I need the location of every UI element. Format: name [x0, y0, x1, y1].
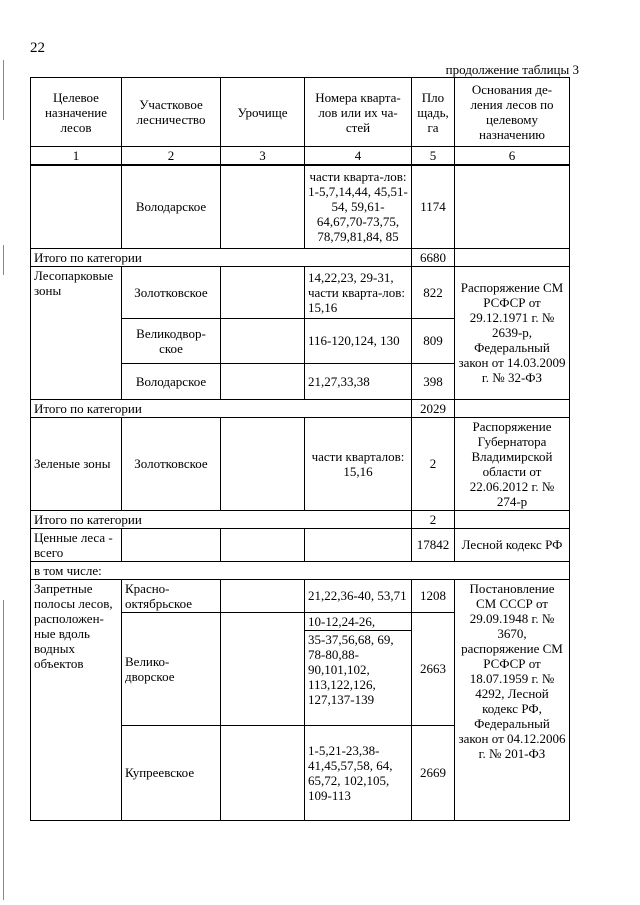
scan-edge-mark [3, 60, 4, 120]
table-row [31, 266, 570, 318]
forest-purpose-table [30, 77, 570, 821]
forestry-cell: Золотковское [122, 417, 221, 510]
forestry-cell: Золотковское [122, 266, 221, 318]
quarters-cell: 116-120,124, 130 [305, 318, 412, 363]
basis-cell: Распоряжение Губернатора Владимирской области от 22.06.2012 г. № 274-р [455, 417, 570, 510]
area-cell: 1174 [412, 165, 455, 248]
header-cell: Пло щадь, га [412, 78, 455, 147]
quarters-cell: части кварталов: 15,16 [305, 417, 412, 510]
forestry-cell: Великодвор-ское [122, 318, 221, 363]
basis-cell [455, 248, 570, 266]
subtotal-row [31, 399, 570, 417]
subheading-row [31, 561, 570, 579]
tract-cell [221, 266, 305, 318]
forestry-cell: Володарское [122, 363, 221, 399]
subtotal-label: Итого по категории [31, 510, 221, 528]
table-caption: продолжение таблицы 3 [445, 62, 579, 77]
quarters-cell: 10-12,24-26, [305, 612, 412, 630]
quarters-cell: 21,27,33,38 [305, 363, 412, 399]
area-cell: 2029 [412, 399, 455, 417]
table-row [31, 417, 570, 510]
area-cell: 6680 [412, 248, 455, 266]
page-number: 22 [30, 40, 45, 56]
column-number: 1 [31, 147, 122, 166]
basis-cell: Постановление СМ СССР от 29.09.1948 г. № 3670, распоряжение СМ РСФСР от 18.07.1959 г. № 4292, Лесной кодекс РФ, Федеральный закон от 04.12.2006 г. № 201-ФЗ [455, 579, 570, 820]
purpose-cell [31, 165, 122, 248]
quarters-cell: 14,22,23, 29-31, части кварта-лов: 15,16 [305, 266, 412, 318]
forestry-cell: Красно-октябрьское [122, 579, 221, 612]
area-cell: 2669 [412, 725, 455, 820]
basis-cell: Лесной кодекс РФ [455, 528, 570, 561]
area-cell: 17842 [412, 528, 455, 561]
quarters-cell: 35-37,56,68, 69, 78-80,88-90,101,102, 113,122,126, 127,137-139 [305, 630, 412, 725]
area-cell: 822 [412, 266, 455, 318]
basis-cell [455, 510, 570, 528]
tract-cell [221, 165, 305, 248]
area-cell: 2 [412, 417, 455, 510]
column-number: 2 [122, 147, 221, 166]
header-cell: Номера кварта-лов или их ча-стей [305, 78, 412, 147]
purpose-cell: Запретные полосы лесов, расположен-ные вдоль водных объектов [31, 579, 122, 820]
forestry-cell: Велико-дворское [122, 612, 221, 725]
subtotal-spacer [221, 399, 412, 417]
area-cell: 2 [412, 510, 455, 528]
forestry-cell [122, 528, 221, 561]
table-row [31, 165, 570, 248]
header-cell: Урочище [221, 78, 305, 147]
tract-cell [221, 528, 305, 561]
column-number: 4 [305, 147, 412, 166]
quarters-cell: 21,22,36-40, 53,71 [305, 579, 412, 612]
scan-edge-mark [3, 245, 4, 275]
header-cell: Участковое лесничество [122, 78, 221, 147]
column-number: 5 [412, 147, 455, 166]
scan-edge-mark [3, 600, 4, 900]
purpose-cell: Зеленые зоны [31, 417, 122, 510]
subtotal-spacer [221, 510, 412, 528]
forestry-cell: Купреевское [122, 725, 221, 820]
area-cell: 398 [412, 363, 455, 399]
column-number: 3 [221, 147, 305, 166]
tract-cell [221, 579, 305, 612]
column-number-row [31, 147, 570, 166]
table-row [31, 579, 570, 612]
subheading-label: в том числе: [31, 561, 570, 579]
basis-cell [455, 165, 570, 248]
subtotal-row [31, 510, 570, 528]
tract-cell [221, 725, 305, 820]
area-cell: 809 [412, 318, 455, 363]
quarters-cell [305, 528, 412, 561]
column-number: 6 [455, 147, 570, 166]
subtotal-label: Итого по категории [31, 399, 221, 417]
basis-cell [455, 399, 570, 417]
header-cell: Целевое назначение лесов [31, 78, 122, 147]
header-row [31, 78, 570, 147]
tract-cell [221, 612, 305, 725]
purpose-cell: Ценные леса - всего [31, 528, 122, 561]
basis-cell: Распоряжение СМ РСФСР от 29.12.1971 г. № 2639-р, Федеральный закон от 14.03.2009 г. № 32-ФЗ [455, 266, 570, 399]
subtotal-spacer [221, 248, 412, 266]
subtotal-label: Итого по категории [31, 248, 221, 266]
header-cell: Основания де-ления лесов по целевому назначению [455, 78, 570, 147]
forestry-cell: Володарское [122, 165, 221, 248]
area-cell: 2663 [412, 612, 455, 725]
tract-cell [221, 318, 305, 363]
subtotal-row [31, 248, 570, 266]
table-row [31, 528, 570, 561]
tract-cell [221, 417, 305, 510]
area-cell: 1208 [412, 579, 455, 612]
purpose-cell: Лесопарковые зоны [31, 266, 122, 399]
quarters-cell: 1-5,21-23,38-41,45,57,58, 64, 65,72, 102,105, 109-113 [305, 725, 412, 820]
quarters-cell: части кварта-лов: 1-5,7,14,44, 45,51-54, 59,61-64,67,70-73,75, 78,79,81,84, 85 [305, 165, 412, 248]
tract-cell [221, 363, 305, 399]
